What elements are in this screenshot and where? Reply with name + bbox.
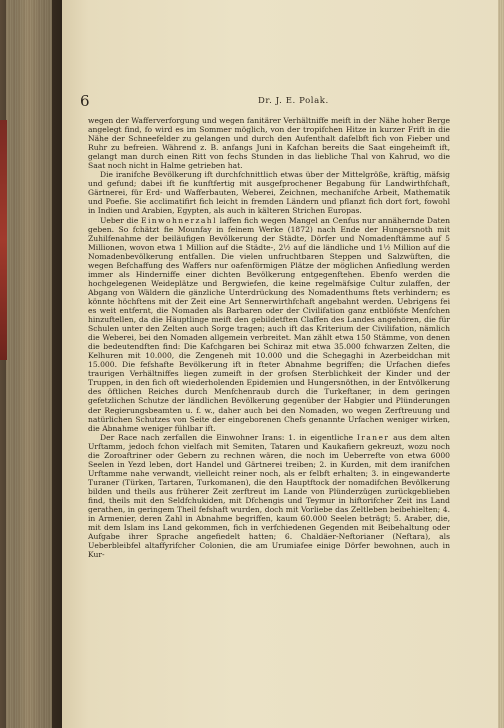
book-binding	[0, 0, 62, 728]
paragraph-text: Die iranifche Bevölkerung ift durchfchnittlich etwas über der Mittelgröße, kräftig, mäfsig und gefund; dabei ift fie kunftfertig mit ausgefprochener Begabung für Landwirthfchaft, Gärtnerei, für Erd- und Wafferbauten, Weberei, Zeichnen, mechanifche Arbeit, Mathematik und Poefie. Sie acclimatifirt fich leicht in fremden Ländern und pflanzt fich dort fort, fowohl in Indien und Arabien, Egypten, als auch in kälteren Strichen Europas.	[88, 170, 450, 216]
running-head: Dr. J. E. Polak.	[258, 96, 329, 106]
page-header	[80, 92, 460, 110]
binding-page-edges	[6, 0, 52, 728]
paragraph	[88, 116, 450, 170]
paragraph	[88, 433, 450, 560]
paragraph-text: laffen fich wegen Mangel an Cenfus nur annähernde Daten geben. So fchätzt fie Mounfay in feinem Werke (1872) nach Ende der Hungersnoth mit Zuhilfenahme der beiläufigen Bevölkerung der Städte, Dörfer und Nomadenftämme auf 5 Millionen, wovon etwa 1 Million auf die Städte-, 2½ auf die ländliche und 1½ Million auf die Nomadenbevölkerung entfallen. Die vielen unfruchtbaren Steppen und Salzwüften, die wegen Befchaffung des Waffers nur oafenförmigen Plätze der möglichen Anfiedlung werden immer als Hinderniffe einer dichten Bevölkerung entgegenftehen. Ebenfo werden die hochgelegenen Weideplätze und Bergwiefen, die keine regelmäfsige Cultur zulaffen, der Abgang von Wäldern die gänzliche Unterdrückung des Nomadenthums ftets verhindern; es könnte höchftens mit der Zeit eine Art Sennerwirthfchaft angebahnt werden. Uebrigens fei es weit entfernt, die Nomaden als Barbaren oder der Civilifation ganz entblöfste Menfchen hinzuftellen, da die Häuptlinge meift den gebildetften Claffen des Landes angehören, die für Schulen unter den Zelten auch Sorge tragen; auch ift das Kriterium der Civilifation, nämlich die Weberei, bei den Nomaden allgemein verbreitet. Man zählt etwa 150 Stämme, von denen die bedeutendften find: Die Kafchgaren bei Schiraz mit etwa 35.000 fchwarzen Zelten, die Kelhuren mit 10.000, die Zengeneh mit 10.000 und die Schegaghi in Azerbeidchan mit 15.000. Die fefshafte Bevölkerung ift in fteter Abnahme begriffen; die Urfachen diefes traurigen Verhältniffes liegen zumeift in der grofsen Sterblichkeit der Kinder und der Truppen, in den fich oft wiederholenden Epidemien und Hungersnöthen, in der Entvölkerung des öftlichen Reiches durch Menfchenraub durch die Turkeftaner, in dem geringen gefetzlichen Schutze der ländlichen Bevölkerung gegenüber der Habgier und Plünderungen der Regierungsbeamten u. f. w., daher auch bei den Nomaden, wo wegen Zerftreuung und natürlichen Schutzes von Seite der eingeborenen Chefs genannte Urfachen weniger wirken, die Abnahme weniger fühlbar ift.	[88, 215, 450, 433]
page-number: 6	[80, 92, 90, 110]
page-fore-edge	[498, 0, 504, 728]
binding-red-ribbon	[0, 120, 7, 360]
paragraph-lead: Ueber die	[100, 215, 142, 225]
paragraph	[88, 216, 450, 433]
emphasized-term: Einwohnerzahl	[141, 215, 217, 225]
body-text	[88, 116, 450, 559]
paragraph-text: aus dem alten Urftamm, jedoch fchon vielfach mit Semiten, Tataren und Kaukafiern gekreuzt, wozu noch die Zoroaftriner oder Gebern zu rechnen wären, die noch im Ueberrefte von etwa 6000 Seelen in Yezd leben, dort Handel und Gärtnerei treiben; 2. in Kurden, mit dem iranifchen Urftamme nahe verwandt, vielleicht reiner noch, als er felbft erhalten; 3. in eingewanderte Turaner (Türken, Tartaren, Turkomanen), die den Hauptftock der nomadifchen Bevölkerung bilden und theils aus früherer Zeit zerftreut im Lande von Plünderzügen zurückgeblieben find, theils mit den Seldfchukiden, mit Dfchengis und Teymur in hiftorifcher Zeit ins Land gerathen, in geringem Theil fefshaft wurden, doch mit Vorliebe das Zeltleben beibehielten; 4. in Armenier, deren Zahl in Abnahme begriffen, kaum 60.000 Seelen beträgt; 5. Araber, die, mit dem Islam ins Land gekommen, fich in verfchiedenen Gegenden mit Beibehaltung oder Aufgabe ihrer Sprache angefiedelt hatten; 6. Chaldäer-Neftorianer (Neftara), als Ueberbleibfel altaffyrifcher Colonien, die am Urumiafee einige Dörfer bewohnen, auch in Kur-	[88, 432, 450, 560]
paragraph	[88, 170, 450, 215]
paragraph-lead: Der Race nach zerfallen die Einwohner Irans: 1. in eigentliche	[100, 432, 357, 442]
emphasized-term: Iraner	[356, 432, 390, 442]
paragraph-text: wegen der Wafferverforgung und wegen fanitärer Verhältniffe meift in der Nähe hoher Berge angelegt find, fo wird es im Sommer möglich, von der tropifchen Hitze in kurzer Frift in die Nähe der Schneefelder zu gelangen und durch den Aufenthalt dafelbft fich von Fieber und Ruhr zu befreien. Während z. B. anfangs Juni in Kafchan bereits die Saat eingeheimft ift, gelangt man durch einen Ritt von fechs Stunden in das liebliche Thal von Kahrud, wo die Saat noch nicht in Halme getrieben hat.	[88, 116, 450, 171]
